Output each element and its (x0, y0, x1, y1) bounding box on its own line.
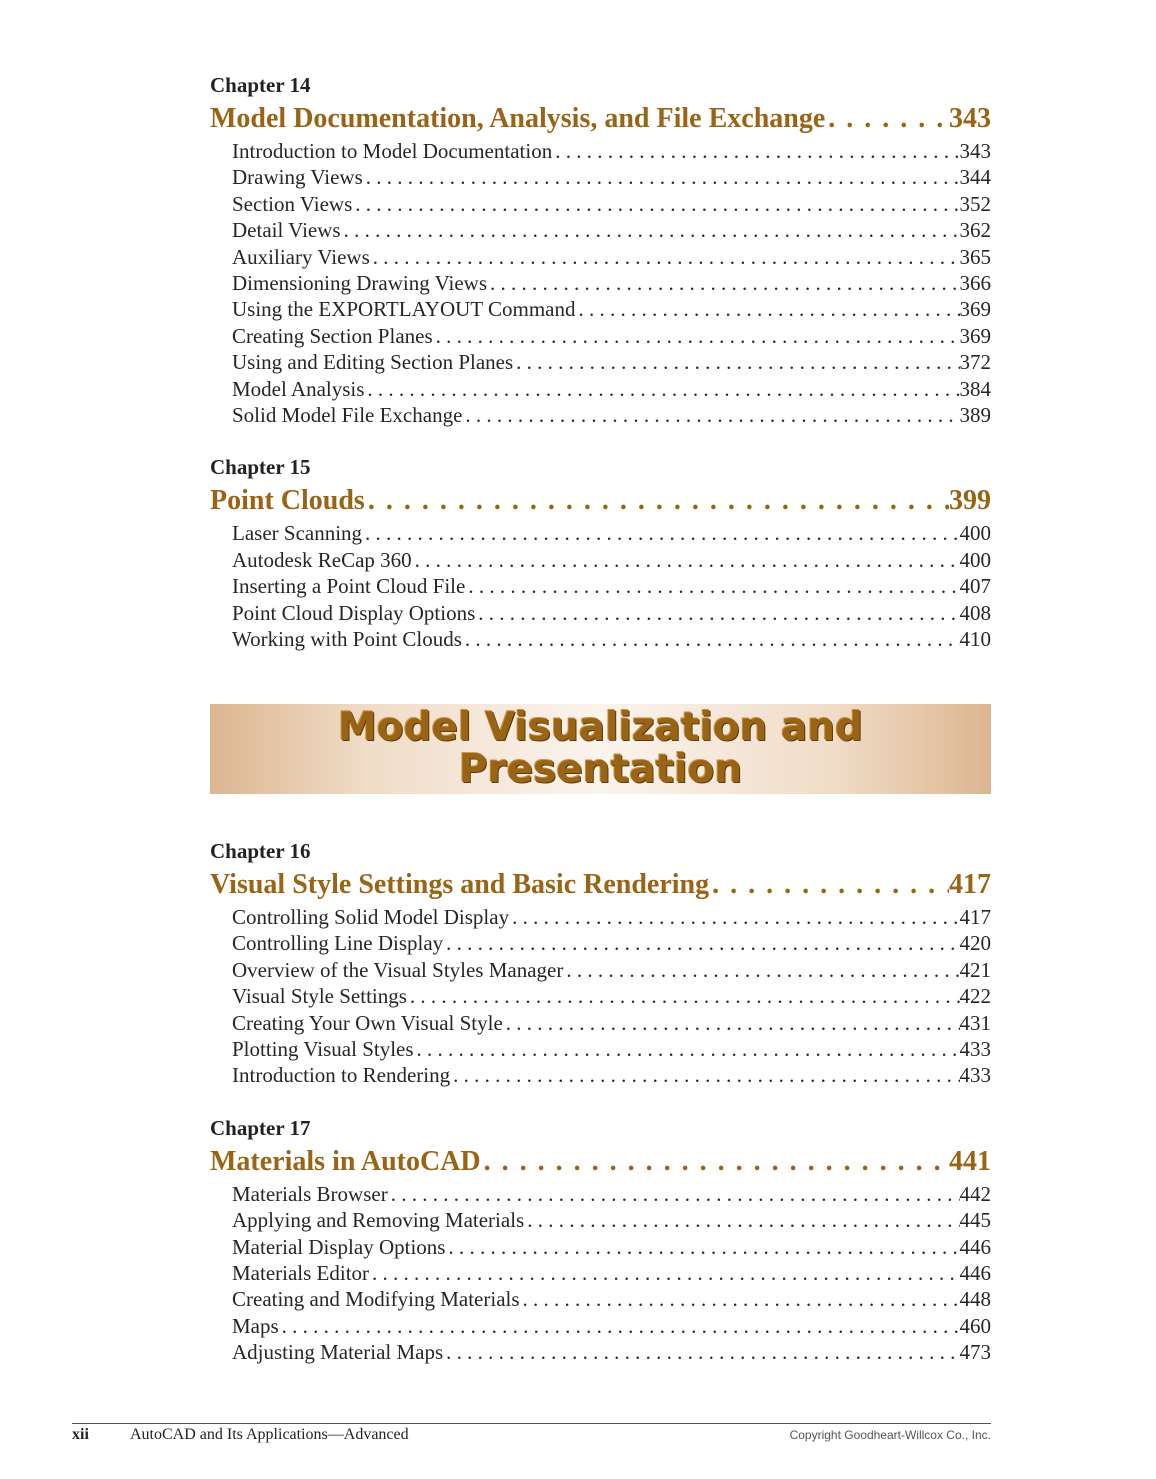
toc-entry[interactable] (210, 1286, 991, 1312)
toc-entry-title: Drawing Views (232, 165, 363, 190)
toc-entry[interactable] (210, 164, 991, 190)
toc-entry[interactable] (210, 1207, 991, 1233)
toc-entry[interactable] (210, 138, 991, 164)
toc-entry[interactable] (210, 296, 991, 322)
chapter-block (210, 1115, 991, 1366)
dot-leader (365, 482, 949, 520)
toc-entry-page-number: 352 (959, 191, 991, 216)
toc-entry-page-number: 442 (959, 1181, 991, 1206)
toc-entry[interactable] (210, 244, 991, 270)
dot-leader (352, 191, 959, 217)
toc-entry-title: Introduction to Model Documentation (232, 139, 553, 163)
toc-entry-title: Model Analysis (232, 376, 365, 401)
toc-entry[interactable] (210, 573, 991, 599)
toc-entry-page-number: 420 (959, 931, 991, 956)
toc-entry-title: Creating Your Own Visual Style (232, 1010, 503, 1035)
dot-leader (465, 573, 959, 599)
chapter-label: Chapter 14 (210, 73, 311, 97)
toc-entry-page-number: 372 (959, 350, 991, 375)
dot-leader (362, 520, 959, 546)
dot-leader (445, 1234, 959, 1260)
section-banner (210, 704, 991, 794)
toc-entry[interactable] (210, 349, 991, 375)
chapter-label: Chapter 15 (210, 455, 311, 480)
toc-entry-page-number: 362 (959, 218, 991, 243)
toc-entry-title: Controlling Solid Model Display (232, 905, 510, 929)
toc-entry-page-number: 369 (959, 297, 991, 322)
toc-entry-title: Inserting a Point Cloud File (232, 574, 466, 599)
entry-list (210, 904, 991, 1089)
toc-entry-page-number: 433 (959, 1063, 991, 1088)
chapter-block (210, 838, 991, 1089)
dot-leader (370, 244, 960, 270)
toc-entry-title: Section Views (232, 191, 353, 216)
dot-leader (414, 1036, 960, 1062)
chapter-page-number: 441 (949, 1145, 991, 1177)
toc-entry-page-number: 389 (959, 403, 991, 428)
dot-leader (509, 904, 959, 930)
toc-entry-title: Visual Style Settings (232, 984, 407, 1009)
toc-entry-page-number: 407 (959, 574, 991, 599)
toc-entry[interactable] (210, 904, 991, 930)
entry-list (210, 520, 991, 652)
dot-leader (524, 1207, 959, 1233)
toc-entry-title: Autodesk ReCap 360 (232, 547, 412, 572)
toc-entry[interactable] (210, 547, 991, 573)
toc-entry-title: Working with Point Clouds (232, 627, 462, 652)
toc-entry-page-number: 410 (959, 627, 991, 652)
toc-entry[interactable] (210, 1234, 991, 1260)
chapter-block (210, 454, 991, 652)
dot-leader (407, 983, 960, 1009)
dot-leader (475, 600, 959, 626)
toc-entry-page-number: 433 (959, 1037, 991, 1062)
toc-entry[interactable] (210, 1036, 991, 1062)
toc-entry[interactable] (210, 270, 991, 296)
toc-entry-title: Using the EXPORTLAYOUT Command (232, 297, 576, 322)
dot-leader (279, 1313, 960, 1339)
chapter-label: Chapter 17 (210, 1115, 311, 1140)
toc-entry[interactable] (210, 520, 991, 546)
toc-entry[interactable] (210, 626, 991, 652)
toc-entry-page-number: 384 (959, 376, 991, 401)
toc-entry[interactable] (210, 600, 991, 626)
toc-entry[interactable] (210, 957, 991, 983)
chapter-label: Chapter 16 (210, 839, 311, 863)
dot-leader (369, 1260, 959, 1286)
dot-leader (513, 349, 959, 375)
dot-leader (412, 547, 960, 573)
toc-entry-page-number: 445 (959, 1208, 991, 1233)
toc-entry[interactable] (210, 402, 991, 428)
page-footer (72, 1423, 991, 1443)
toc-entry-title: Using and Editing Section Planes (232, 350, 514, 375)
toc-entry[interactable] (210, 217, 991, 243)
dot-leader (709, 866, 949, 904)
toc-entry-title: Introduction to Rendering (232, 1063, 451, 1088)
dot-leader (487, 270, 960, 296)
toc-entry-page-number: 473 (959, 1340, 991, 1365)
toc-entry[interactable] (210, 1313, 991, 1339)
toc-entry-title: Point Cloud Display Options (232, 600, 476, 625)
dot-leader (388, 1181, 960, 1207)
toc-entry-page-number: 460 (959, 1313, 991, 1338)
chapter-title-row[interactable] (210, 100, 991, 138)
toc-entry-title: Overview of the Visual Styles Manager (232, 957, 564, 982)
section-banner-title: Model Visualization and Presentation (338, 705, 863, 792)
toc-entry-page-number: 344 (959, 165, 991, 190)
toc-entry-page-number: 448 (959, 1287, 991, 1312)
toc-entry-page-number: 369 (959, 323, 991, 348)
chapter-title-row[interactable] (210, 482, 991, 520)
toc-entry[interactable] (210, 323, 991, 349)
toc-entry-page-number: 366 (959, 271, 991, 296)
dot-leader (443, 930, 959, 956)
toc-entry-title: Applying and Removing Materials (232, 1208, 525, 1233)
toc-entry[interactable] (210, 1181, 991, 1207)
chapter-title: Materials in AutoCAD (210, 1145, 481, 1177)
dot-leader (443, 1339, 959, 1365)
toc-entry-title: Creating and Modifying Materials (232, 1287, 520, 1312)
toc-entry[interactable] (210, 1062, 991, 1088)
toc-entry-page-number: 417 (959, 905, 991, 929)
toc-entry-page-number: 446 (959, 1234, 991, 1259)
toc-entry[interactable] (210, 191, 991, 217)
dot-leader (433, 323, 960, 349)
toc-entry-title: Materials Editor (232, 1261, 370, 1286)
toc-entry-title: Solid Model File Exchange (232, 403, 463, 428)
chapter-page-number: 343 (949, 103, 991, 134)
toc-entry-title: Auxiliary Views (232, 244, 370, 269)
toc-entry[interactable] (210, 1339, 991, 1365)
toc-entry-page-number: 421 (959, 957, 991, 982)
dot-leader (563, 957, 959, 983)
dot-leader (364, 376, 959, 402)
toc-entry-page-number: 446 (959, 1261, 991, 1286)
toc-entry-title: Detail Views (232, 218, 341, 243)
dot-leader (462, 626, 960, 652)
footer-book-title: AutoCAD and Its Applications—Advanced (130, 1426, 409, 1443)
chapter-page-number: 417 (949, 869, 991, 900)
dot-leader (462, 402, 959, 428)
toc-entry-title: Maps (232, 1313, 279, 1338)
footer-copyright: Copyright Goodheart-Willcox Co., Inc. (789, 1428, 991, 1442)
toc-entry-page-number: 343 (959, 139, 991, 163)
footer-page-number: xii (72, 1426, 89, 1443)
toc-entry[interactable] (210, 983, 991, 1009)
chapter-title: Model Documentation, Analysis, and File Exchange (210, 103, 826, 134)
chapter-title-row[interactable] (210, 1143, 991, 1181)
toc-entry-page-number: 422 (959, 984, 991, 1009)
entry-list (210, 1181, 991, 1366)
dot-leader (552, 138, 959, 164)
chapter-title: Visual Style Settings and Basic Rendering (210, 869, 710, 900)
toc-entry-title: Creating Section Planes (232, 323, 433, 348)
toc-entry-page-number: 408 (959, 600, 991, 625)
dot-leader (576, 296, 960, 322)
toc-entry[interactable] (210, 930, 991, 956)
toc-entry-title: Material Display Options (232, 1234, 446, 1259)
dot-leader (481, 1143, 949, 1181)
chapter-block (210, 72, 991, 428)
chapter-title-row[interactable] (210, 866, 991, 904)
toc-entry[interactable] (210, 1010, 991, 1036)
toc-entry-title: Controlling Line Display (232, 931, 444, 956)
dot-leader (520, 1286, 960, 1312)
toc-entry-title: Adjusting Material Maps (232, 1340, 444, 1365)
dot-leader (341, 217, 960, 243)
entry-list (210, 138, 991, 428)
chapter-page-number: 399 (949, 485, 991, 517)
toc-entry-title: Plotting Visual Styles (232, 1037, 414, 1062)
dot-leader (825, 100, 949, 138)
dot-leader (503, 1010, 960, 1036)
dot-leader (450, 1062, 959, 1088)
toc-entry-title: Laser Scanning (232, 521, 363, 546)
toc-entry[interactable] (210, 376, 991, 402)
toc-entry-title: Dimensioning Drawing Views (232, 271, 487, 296)
toc-entry-page-number: 400 (959, 547, 991, 572)
toc-entry-page-number: 365 (959, 244, 991, 269)
toc-part-1 (210, 72, 991, 653)
toc-entry[interactable] (210, 1260, 991, 1286)
chapter-title: Point Clouds (210, 485, 365, 517)
dot-leader (363, 164, 960, 190)
toc-entry-title: Materials Browser (232, 1181, 388, 1206)
toc-part-2 (210, 838, 991, 1366)
toc-entry-page-number: 400 (959, 521, 991, 546)
toc-entry-page-number: 431 (959, 1010, 991, 1035)
